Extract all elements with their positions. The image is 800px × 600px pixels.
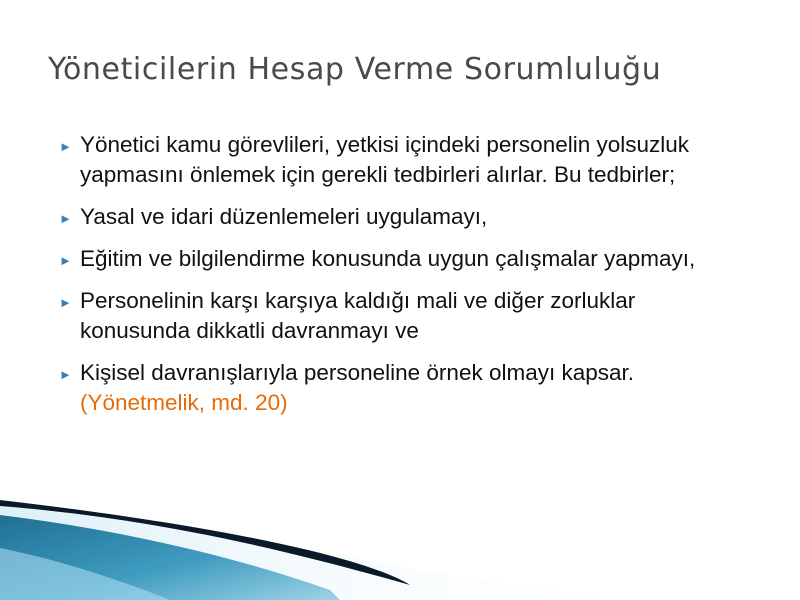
bullet-text: Yönetici kamu görevlileri, yetkisi içindeki personelin yolsuzluk yapmasını önlemek için gerekli tedbirleri alırlar. Bu tedbirler;	[80, 132, 690, 187]
bullet-text: Yasal ve idari düzenlemeleri uygulamayı,	[80, 204, 488, 229]
bullet-text: Personelinin karşı karşıya kaldığı mali ve diğer zorluklar konusunda dikkatli davranmayı ve	[80, 288, 636, 343]
bullet-arrow-icon: ►	[59, 253, 72, 268]
bullet-text: Kişisel davranışlarıyla personeline örnek olmayı kapsar.	[80, 360, 635, 385]
slide-title: Yöneticilerin Hesap Verme Sorumluluğu	[48, 52, 662, 87]
citation-reference: (Yönetmelik, md. 20)	[80, 390, 288, 415]
bullet-arrow-icon: ►	[59, 295, 72, 310]
bullet-arrow-icon: ►	[59, 211, 72, 226]
bullet-arrow-icon: ►	[59, 367, 72, 382]
bullet-text: Eğitim ve bilgilendirme konusunda uygun çalışmalar yapmayı,	[80, 246, 696, 271]
bullet-arrow-icon: ►	[59, 139, 72, 154]
